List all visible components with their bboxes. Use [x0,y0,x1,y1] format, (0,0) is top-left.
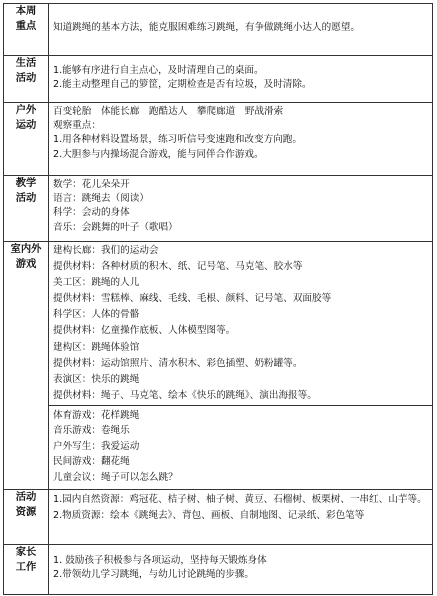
text-line: 提供材料：雪糕棒、麻线、毛线、毛根、颜料、记号笔、双面胶等 [53,293,332,305]
row-games-areas [4,242,433,406]
text-line: 2.能主动整理自己的箩筐，定期检查是否有垃圾，及时清除。 [53,79,312,91]
text-line: 提供材料：各种材质的积木、纸、记号笔、马克笔、胶水等 [53,261,303,273]
text-line: 建构区：跳绳体验馆 [53,341,140,353]
text-line: 2.物质资源：绘本《跳绳去》、背包、画板、自制地图、记录纸、彩色笔等 [53,510,365,521]
text-line: 户外写生：我爱运动 [53,440,140,452]
text-line: 音乐：会跳舞的叶子（歌唱） [53,221,178,233]
text-line: 百变轮胎 体能长廊 跑酷达人 攀爬廊道 野战滑索 [53,106,284,117]
section-content-resources [49,490,433,545]
text-line: 表演区：快乐的跳绳 [53,373,140,385]
row-games-activities [4,406,433,490]
section-content-focus [49,4,433,56]
text-line: 科学区：人体的骨骼 [53,309,140,321]
section-label-teaching: 教学 活动 [4,176,49,242]
row-teaching [4,176,433,242]
text-line: 观察重点： [53,120,101,132]
text-line: 2.大胆参与内操场混合游戏，能与同伴合作游戏。 [53,148,264,160]
text-line: 提供材料：亿童操作底板、人体模型图等。 [53,325,236,337]
text-line: 数学：花儿朵朵开 [53,179,130,190]
section-content-parents [49,545,433,595]
section-content-outdoor [49,103,433,176]
text-line: 音乐游戏：卷绳乐 [53,425,130,437]
text-line: 1. 鼓励孩子积极参与各项运动，坚持每天锻炼身体 [53,555,267,566]
section-content-game-activities [49,406,433,490]
section-content-game-areas [49,242,433,406]
text-line: 语言：跳绳去（阅读） [53,193,149,205]
section-label-focus: 本周 重点 [4,4,49,56]
section-label-games: 室内外 游戏 [4,242,49,490]
text-line: 民间游戏：翻花绳 [53,456,130,468]
text-line: 知道跳绳的基本方法，能克服困难练习跳绳，有争做跳绳小达人的愿望。 [53,22,360,33]
text-line: 科学：会动的身体 [53,207,130,219]
text-line: 美工区：跳绳的人儿 [53,277,140,289]
section-label-resources: 活动 资源 [4,490,49,545]
row-outdoor [4,103,433,176]
section-label-parents: 家长 工作 [4,545,49,595]
text-line: 体育游戏：花样跳绳 [53,410,140,421]
section-content-teaching [49,176,433,242]
text-line: 1.用各种材料设置场景，练习听信号变速跑和改变方向跑。 [53,134,302,146]
row-daily-life [4,56,433,103]
text-line: 提供材料：绳子、马克笔、绘本《快乐的跳绳》、演出海报等。 [53,389,317,401]
text-line: 1.园内自然资源：鸡冠花、桔子树、柚子树、黄豆、石榴树、板栗树、一串红、山芋等。 [53,494,427,505]
text-line: 儿童会议：绳子可以怎么跳？ [53,471,178,483]
text-line: 2.带领幼儿学习跳绳，与幼儿讨论跳绳的步骤。 [53,569,255,581]
text-line: 1.能够有序进行自主点心，及时清理自己的桌面。 [53,65,264,76]
section-label-daily-life: 生活 活动 [4,56,49,103]
section-label-outdoor: 户外 运动 [4,103,49,176]
section-content-daily-life [49,56,433,103]
row-resources [4,490,433,545]
row-weekly-focus [4,4,433,56]
weekly-plan-table [3,3,433,595]
row-parents [4,545,433,595]
text-line: 建构长廊：我们的运动会 [53,245,159,256]
text-line: 提供材料：运动馆照片、清水积木、彩色插塑、奶粉罐等。 [53,357,303,369]
